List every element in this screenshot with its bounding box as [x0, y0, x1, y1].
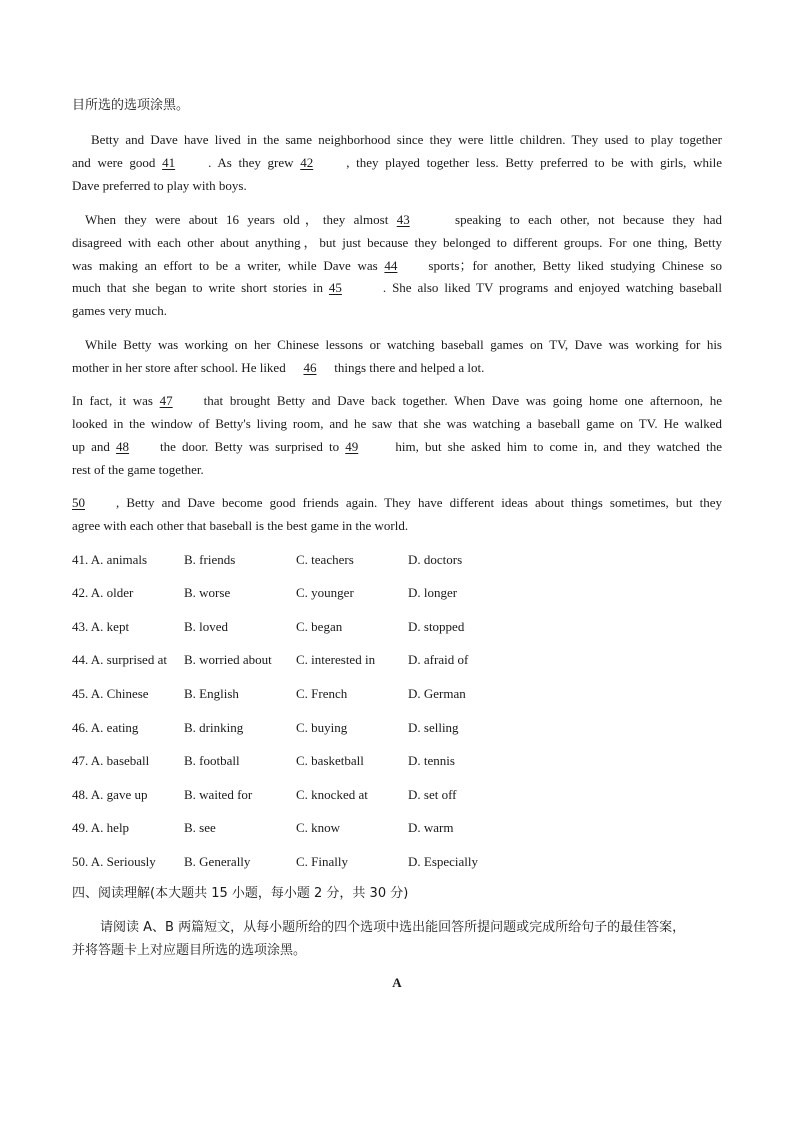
option-d: D. doctors: [408, 552, 463, 567]
p4-line3: [72, 437, 722, 457]
option-d: D. stopped: [408, 619, 465, 634]
option-c: C. basketball: [296, 753, 364, 768]
section-instruction-1: 请阅读 A、B 两篇短文，从每小题所给的四个选项中选出能回答所提问题或完成所给句子的最佳答案，: [100, 920, 686, 935]
option-a: 43. A. kept: [72, 619, 130, 634]
option-d: D. selling: [408, 720, 459, 735]
option-d: D. warm: [408, 820, 454, 835]
option-a: 48. A. gave up: [72, 787, 148, 802]
text: mother in her store after school. He liked: [72, 360, 289, 375]
option-b: B. worried about: [184, 652, 272, 667]
text: , Betty and Dave become good friends again. They have different ideas about things sometimes, but they: [116, 495, 722, 510]
section-instruction-2: 并将答题卡上对应题目所选的选项涂黑。: [72, 943, 307, 958]
p3-line2: [72, 358, 722, 378]
option-c: C. knocked at: [296, 787, 368, 802]
option-c: C. teachers: [296, 552, 354, 567]
option-a: 42. A. older: [72, 585, 134, 600]
blank-47: 47: [159, 393, 173, 408]
text: up and: [72, 439, 117, 454]
option-a: 45. A. Chinese: [72, 686, 149, 701]
blank-43: 43: [396, 212, 410, 227]
option-d: D. afraid of: [408, 652, 469, 667]
blank-42: 42: [300, 155, 314, 170]
option-a: 49. A. help: [72, 820, 130, 835]
option-c: C. French: [296, 686, 348, 701]
blank-46: 46: [303, 360, 317, 375]
p4-line1: [72, 391, 722, 411]
option-d: D. set off: [408, 787, 457, 802]
text: and were good: [72, 155, 163, 170]
option-d: D. Especially: [408, 854, 479, 869]
p2-line2: disagreed with each other about anything，but just because they belonged to different groups. For one thing, Betty: [72, 235, 722, 250]
option-d: D. longer: [408, 585, 458, 600]
p2-line1: [85, 210, 722, 230]
option-d: D. German: [408, 686, 466, 701]
blank-48: 48: [116, 439, 130, 454]
section-heading: 四、阅读理解(本大题共 15 小题，每小题 2 分，共 30 分): [72, 886, 409, 901]
option-a: 46. A. eating: [72, 720, 139, 735]
option-a: 41. A. animals: [72, 552, 148, 567]
passage-letter: A: [392, 975, 402, 990]
p4-line2: looked in the window of Betty's living room, and he saw that she was watching a baseball game on TV. He walked: [72, 416, 722, 431]
option-c: C. began: [296, 619, 343, 634]
option-b: B. loved: [184, 619, 229, 634]
option-c: C. know: [296, 820, 341, 835]
p5-line2: agree with each other that baseball is the best game in the world.: [72, 518, 409, 533]
option-b: B. Generally: [184, 854, 251, 869]
blank-45: 45: [328, 280, 342, 295]
option-a: 47. A. baseball: [72, 753, 150, 768]
option-b: B. waited for: [184, 787, 253, 802]
text: In fact, it was: [72, 393, 160, 408]
text: , they played together less. Betty preferred to be with girls, while: [346, 155, 722, 170]
text: much that she began to write short stories in: [72, 280, 329, 295]
option-b: B. football: [184, 753, 240, 768]
blank-44: 44: [384, 258, 398, 273]
option-d: D. tennis: [408, 753, 455, 768]
text: When they were about 16 years old，they almost: [85, 212, 397, 227]
top-note: 目所选的选项涂黑。: [72, 98, 190, 113]
p1-line1: Betty and Dave have lived in the same neighborhood since they were little children. They used to play together: [91, 132, 722, 147]
text: sports；for another, Betty liked studying Chinese so: [428, 258, 722, 273]
p2-line5: games very much.: [72, 303, 167, 318]
option-c: C. buying: [296, 720, 348, 735]
option-c: C. Finally: [296, 854, 349, 869]
text: . As they grew: [208, 155, 301, 170]
p2-line3: [72, 256, 722, 276]
text: speaking to each other, not because they had: [446, 212, 722, 227]
blank-41: 41: [162, 155, 176, 170]
p5-line1: [72, 493, 722, 513]
p3-line1: While Betty was working on her Chinese lessons or watching baseball games on TV, Dave was working for his: [85, 337, 722, 352]
blank-50: 50: [72, 495, 85, 510]
option-b: B. friends: [184, 552, 236, 567]
text: . She also liked TV programs and enjoyed watching baseball: [382, 280, 722, 295]
p2-line4: [72, 278, 722, 298]
text: him, but she asked him to come in, and they watched the: [389, 439, 722, 454]
p1-line2: [72, 153, 722, 173]
p1-line3: Dave preferred to play with boys.: [72, 178, 247, 193]
option-c: C. interested in: [296, 652, 376, 667]
option-c: C. younger: [296, 585, 354, 600]
option-b: B. see: [184, 820, 216, 835]
option-b: B. English: [184, 686, 239, 701]
p4-line4: rest of the game together.: [72, 462, 204, 477]
option-b: B. drinking: [184, 720, 244, 735]
text: that brought Betty and Dave back together. When Dave was going home one afternoon, he: [203, 393, 722, 408]
text: the door. Betty was surprised to: [160, 439, 346, 454]
blank-49: 49: [345, 439, 359, 454]
text: things there and helped a lot.: [330, 360, 485, 375]
option-a: 50. A. Seriously: [72, 854, 156, 869]
text: was making an effort to be a writer, while Dave was: [72, 258, 385, 273]
option-b: B. worse: [184, 585, 231, 600]
option-a: 44. A. surprised at: [72, 652, 167, 667]
